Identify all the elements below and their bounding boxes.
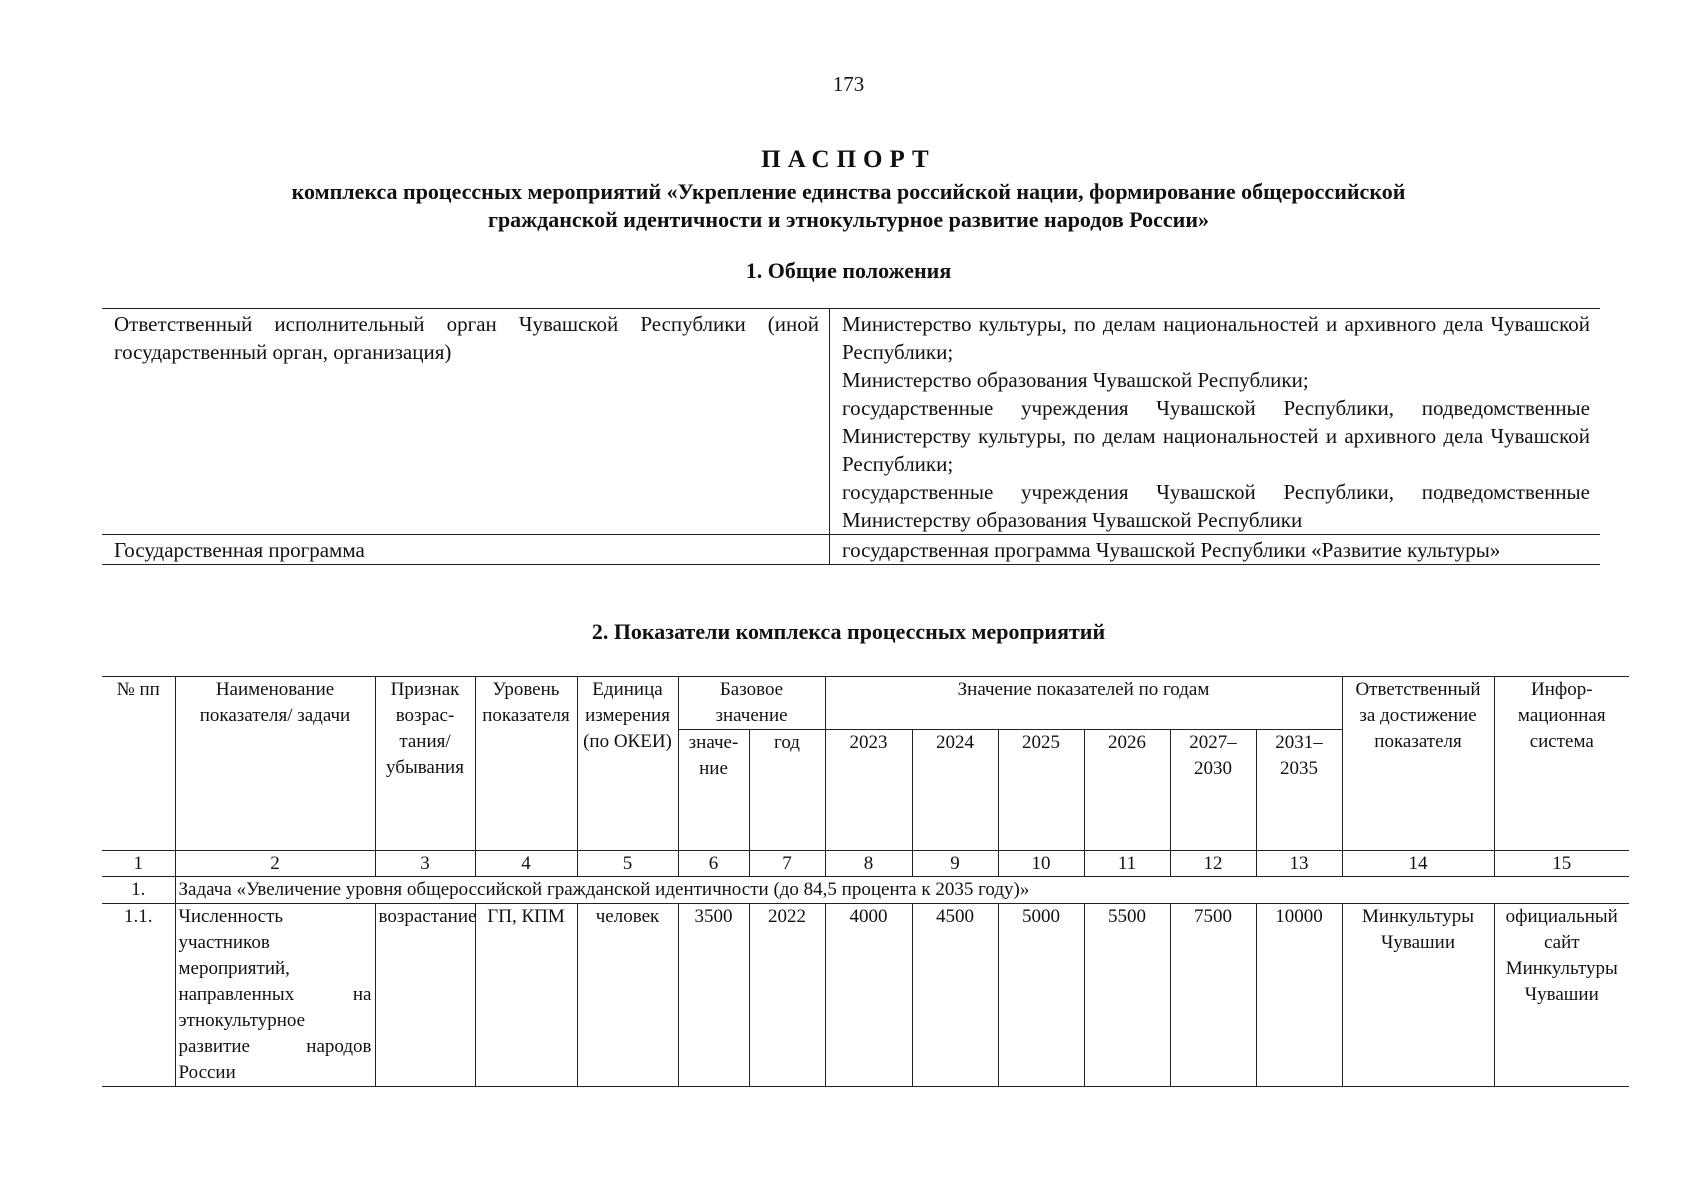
indicator-num: 1.1. bbox=[102, 904, 175, 1087]
general-row-responsible bbox=[102, 309, 1600, 535]
general-label-responsible: Ответственный исполнительный орган Чувашской Республики (иной государственный орган, организация) bbox=[102, 309, 830, 535]
column-number: 7 bbox=[749, 851, 825, 877]
column-number: 5 bbox=[577, 851, 678, 877]
responsible-line: государственные учреждения Чувашской Республики, подведомственные Министерству образования Чувашской Республики bbox=[842, 480, 1590, 532]
indicator-level: ГП, КПМ bbox=[475, 904, 577, 1087]
indicator-value: 5000 bbox=[998, 904, 1084, 1087]
column-number: 4 bbox=[475, 851, 577, 877]
header-base-year: год bbox=[749, 730, 825, 851]
indicator-responsible: Минкультуры Чувашии bbox=[1342, 904, 1494, 1087]
column-number: 15 bbox=[1494, 851, 1629, 877]
general-provisions-table bbox=[102, 308, 1600, 565]
task-num: 1. bbox=[102, 877, 175, 904]
header-sign: Признак возрастания/ убывания bbox=[375, 677, 475, 851]
header-info-system: Информационная система bbox=[1494, 677, 1629, 851]
indicator-sign: возрастание bbox=[375, 904, 475, 1087]
header-unit: Единица измерения (по ОКЕИ) bbox=[577, 677, 678, 851]
header-by-years: Значение показателей по годам bbox=[825, 677, 1342, 730]
header-year: 2023 bbox=[825, 730, 912, 851]
header-level: Уровень показателя bbox=[475, 677, 577, 851]
header-year: 2027– 2030 bbox=[1170, 730, 1256, 851]
indicator-unit: человек bbox=[577, 904, 678, 1087]
column-number: 6 bbox=[678, 851, 749, 877]
responsible-line: Министерство культуры, по делам национальностей и архивного дела Чувашской Республики; bbox=[842, 312, 1590, 364]
header-responsible: Ответственный за достижение показателя bbox=[1342, 677, 1494, 851]
responsible-line: Министерство образования Чувашской Республики; bbox=[842, 368, 1309, 392]
indicator-base-year: 2022 bbox=[749, 904, 825, 1087]
column-number: 2 bbox=[175, 851, 375, 877]
header-base-value: значение bbox=[678, 730, 749, 851]
header-row-1 bbox=[102, 677, 1629, 730]
header-year: 2024 bbox=[912, 730, 998, 851]
header-name: Наименование показателя/ задачи bbox=[175, 677, 375, 851]
header-num: № пп bbox=[102, 677, 175, 851]
column-number: 14 bbox=[1342, 851, 1494, 877]
column-number-row bbox=[102, 851, 1629, 877]
page-number: 173 bbox=[832, 72, 865, 96]
header-year: 2025 bbox=[998, 730, 1084, 851]
column-number: 1 bbox=[102, 851, 175, 877]
indicator-name: Численность участников мероприятий, направленных на этнокультурное развитие народов России bbox=[175, 904, 375, 1087]
general-row-program bbox=[102, 535, 1600, 565]
indicator-value: 4000 bbox=[825, 904, 912, 1087]
indicators-table bbox=[102, 676, 1629, 1087]
indicator-value: 4500 bbox=[912, 904, 998, 1087]
section-2-heading: 2. Показатели комплекса процессных мероприятий bbox=[591, 619, 1106, 644]
column-number: 9 bbox=[912, 851, 998, 877]
indicator-value: 7500 bbox=[1170, 904, 1256, 1087]
header-base: Базовое значение bbox=[678, 677, 825, 730]
indicator-value: 5500 bbox=[1084, 904, 1170, 1087]
document-subtitle bbox=[100, 178, 1597, 234]
header-year: 2026 bbox=[1084, 730, 1170, 851]
indicator-info-system: официальный сайт Минкультуры Чувашии bbox=[1494, 904, 1629, 1087]
column-number: 11 bbox=[1084, 851, 1170, 877]
column-number: 12 bbox=[1170, 851, 1256, 877]
indicator-value: 10000 bbox=[1256, 904, 1342, 1087]
subtitle-line-1: комплекса процессных мероприятий «Укрепление единства российской нации, формирование общероссийской bbox=[291, 179, 1406, 204]
task-text: Задача «Увеличение уровня общероссийской гражданской идентичности (до 84,5 процента к 2035 году)» bbox=[175, 877, 1629, 904]
document-title: ПАСПОРТ bbox=[761, 146, 936, 173]
task-row bbox=[102, 877, 1629, 904]
column-number: 13 bbox=[1256, 851, 1342, 877]
responsible-line: государственные учреждения Чувашской Республики, подведомственные Министерству культуры, по делам национальностей и архивного дела Чувашской Республики; bbox=[842, 396, 1590, 476]
general-value-responsible bbox=[830, 309, 1601, 535]
general-label-program: Государственная программа bbox=[102, 535, 830, 565]
indicator-row bbox=[102, 904, 1629, 1087]
general-value-program: государственная программа Чувашской Республики «Развитие культуры» bbox=[830, 535, 1601, 565]
column-number: 8 bbox=[825, 851, 912, 877]
indicator-base-value: 3500 bbox=[678, 904, 749, 1087]
column-number: 10 bbox=[998, 851, 1084, 877]
section-1-heading: 1. Общие положения bbox=[745, 258, 952, 283]
header-year: 2031– 2035 bbox=[1256, 730, 1342, 851]
subtitle-line-2: гражданской идентичности и этнокультурное развитие народов России» bbox=[487, 207, 1210, 232]
column-number: 3 bbox=[375, 851, 475, 877]
